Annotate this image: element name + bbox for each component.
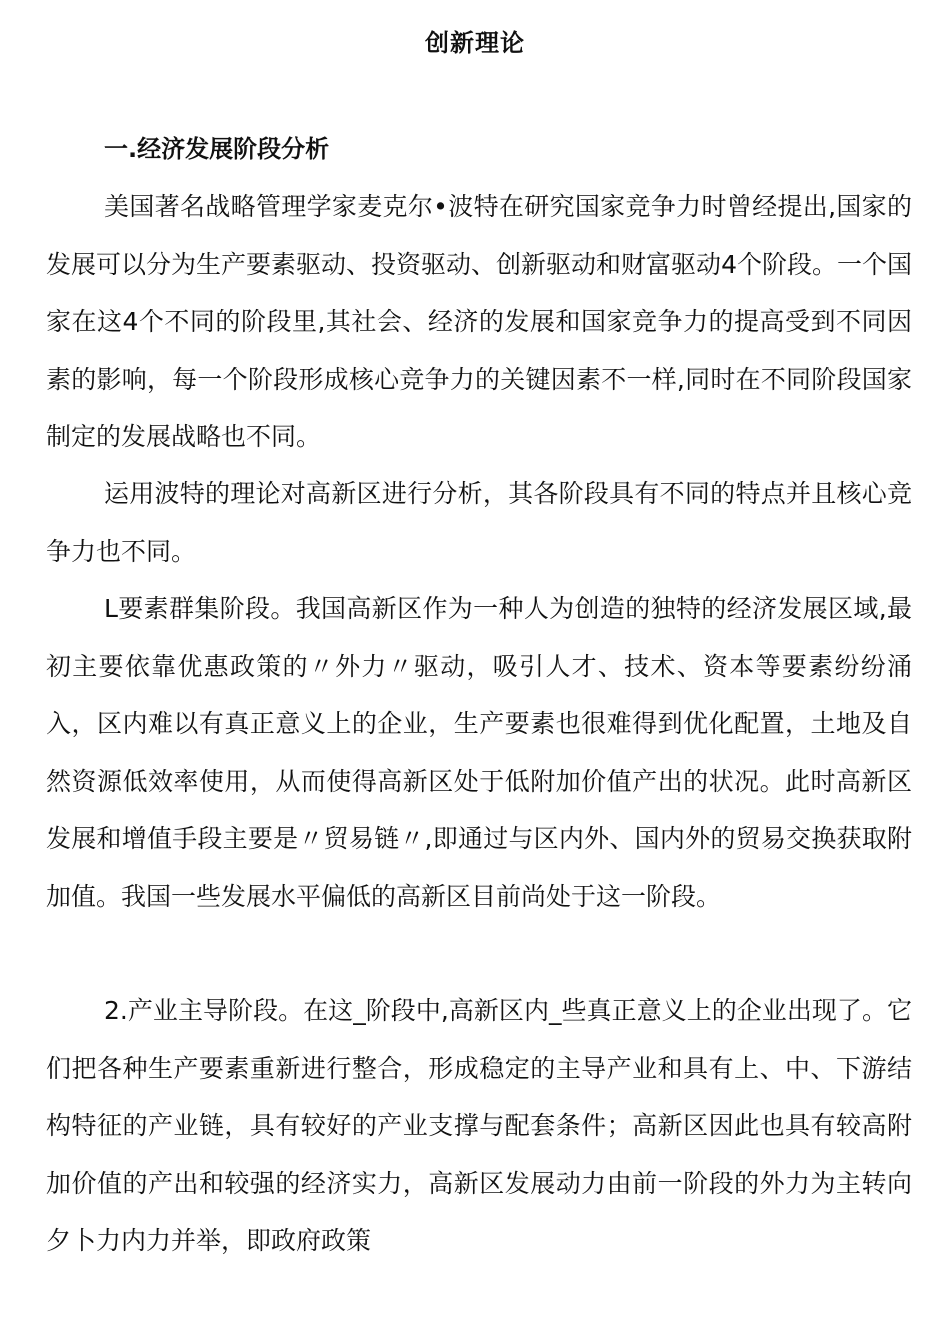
paragraph: 美国著名战略管理学家麦克尔•波特在研究国家竞争力时曾经提出,国家的发展可以分为生产要素驱动、投资驱动、创新驱动和财富驱动4个阶段。一个国家在这4个不同的阶段里,其社会、经济的发展和国家竞争力的提高受到不同因素的影响，每一个阶段形成核心竞争力的关键因素不一样,同时在不同阶段国家制定的发展战略也不同。 xyxy=(46,192,912,451)
document-title: 创新理论 xyxy=(425,29,525,57)
paragraph: 2.产业主导阶段。在这_阶段中,高新区内_些真正意义上的企业出现了。它们把各种生产要素重新进行整合，形成稳定的主导产业和具有上、中、下游结构特征的产业链，具有较好的产业支撑与配套条件；高新区因此也具有较高附加价值的产出和较强的经济实力，高新区发展动力由前一阶段的外力为主转向夕卜力内力并举，即政府政策 xyxy=(46,996,912,1255)
paragraph: L要素群集阶段。我国高新区作为一种人为创造的独特的经济发展区域,最初主要依靠优惠政策的〃外力〃驱动，吸引人才、技术、资本等要素纷纷涌入，区内难以有真正意义上的企业，生产要素也很难得到优化配置，土地及自然资源低效率使用，从而使得高新区处于低附加价值产出的状况。此时高新区发展和增值手段主要是〃贸易链〃,即通过与区内外、国内外的贸易交换获取附加值。我国一些发展水平偏低的高新区目前尚处于这一阶段。 xyxy=(46,594,912,911)
paragraph: 运用波特的理论对高新区进行分析，其各阶段具有不同的特点并且核心竞争力也不同。 xyxy=(46,479,912,566)
section-heading: 一.经济发展阶段分析 xyxy=(104,135,330,163)
